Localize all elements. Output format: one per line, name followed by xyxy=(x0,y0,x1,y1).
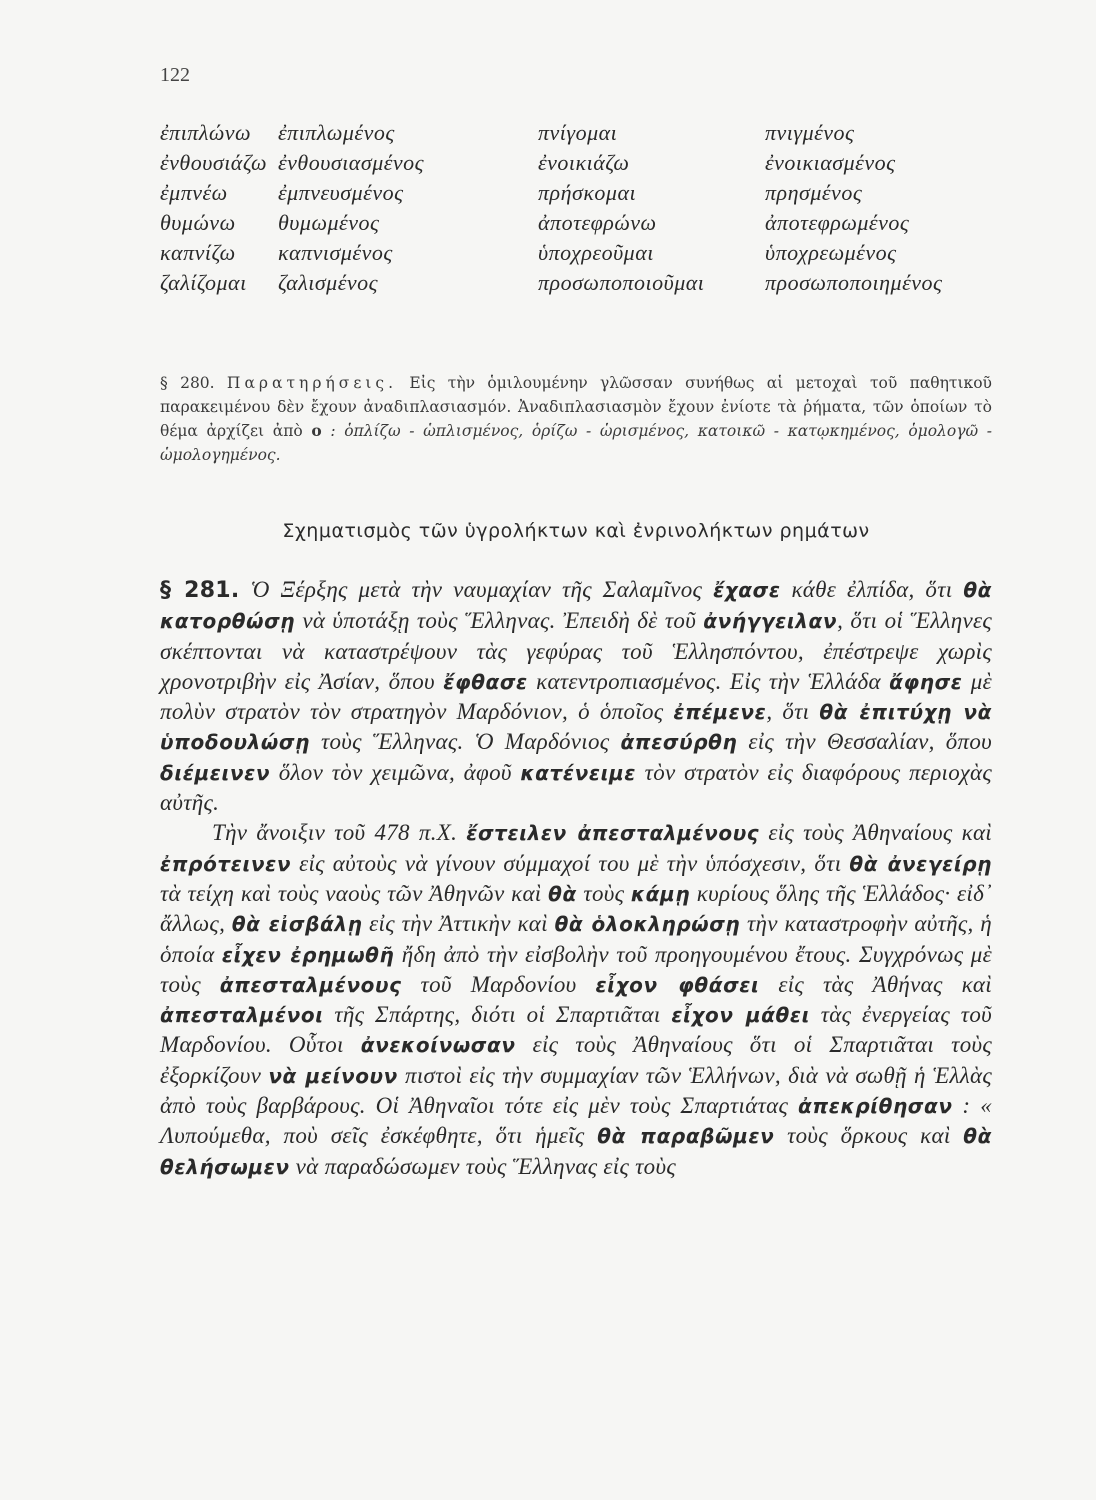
participle-cell: ἐμπνευσμένος xyxy=(278,180,404,205)
text-run: τῆς Σπάρτης, διότι οἱ Σπαρτιᾶται xyxy=(323,1002,672,1028)
text-run: τοὺς xyxy=(576,880,631,906)
emphasized-verb: ἀπεκρίθησαν xyxy=(798,1094,953,1119)
text-run: μὲ πολὺν στρατὸν τὸν στρατηγὸν Μαρδόνιον, ὁ ὁποῖος xyxy=(160,668,993,725)
verb-row xyxy=(160,210,990,240)
remark-letter: ο xyxy=(311,421,322,440)
verb-row xyxy=(160,270,990,300)
verb-cell: πρήσκομαι xyxy=(538,180,637,205)
participle-cell: ἐνθουσιασμένος xyxy=(278,150,425,175)
text-run: κυρίους ὅλης τῆς Ἑλλάδος· εἰδ᾽ ἄλλως, xyxy=(160,880,993,937)
emphasized-verb: νὰ μείνουν xyxy=(268,1063,398,1088)
page-number: 122 xyxy=(160,64,190,86)
remark-paragraph xyxy=(160,372,992,467)
text-run: : « Λυπούμεθα, ποὺ σεῖς ἐσκέφθητε, ὅτι ἡμεῖς xyxy=(160,1093,993,1149)
emphasized-verb: κατένειμε xyxy=(520,760,637,785)
emphasized-verb: κάμῃ xyxy=(630,881,691,906)
text-run: τὰς ἐνεργείας τοῦ Μαρδονίου. Οὗτοι xyxy=(160,1002,992,1058)
text-run: εἰς τὰς Ἀθήνας καὶ xyxy=(759,971,992,997)
verb-row xyxy=(160,180,990,210)
text-run: ἤδη ἀπὸ τὴν εἰσβολὴν τοῦ προηγουμένου ἔτους. Συγχρόνως μὲ τοὺς xyxy=(160,941,992,997)
text-run: εἰς τὴν Ἀττικὴν καὶ xyxy=(362,911,555,937)
emphasized-verb: ἔστειλεν ἀπεσταλμένους xyxy=(466,821,760,846)
emphasized-verb: ἔφθασε xyxy=(443,669,528,694)
text-run: ὅλον τὸν χειμῶνα, ἀφοῦ xyxy=(270,759,521,785)
participle-cell: ὑποχρεωμένος xyxy=(765,240,897,265)
emphasized-verb: ἀπεσταλμένους xyxy=(219,972,402,997)
verb-cell: ἐμπνέω xyxy=(160,180,228,205)
text-run: , ὅτι xyxy=(766,699,820,725)
emphasized-verb: θὰ ὁλοκληρώσῃ xyxy=(554,912,741,937)
text-run: τὴν καταστροφὴν αὐτῆς, ἡ ὁποία xyxy=(160,911,992,967)
section-heading: Σχηματισμὸς τῶν ὑγρολήκτων καὶ ἐνρινολήκτων ρημάτων xyxy=(282,520,870,542)
participle-cell: ζαλισμένος xyxy=(278,270,379,295)
emphasized-verb: ἀπεσταλμένοι xyxy=(160,1003,324,1028)
text-run: νὰ παραδώσωμεν τοὺς Ἕλληνας εἰς τοὺς xyxy=(289,1153,676,1179)
paragraph-1 xyxy=(160,575,992,818)
verb-cell: ἀποτεφρώνω xyxy=(538,210,657,235)
participle-cell: ἀποτεφρωμένος xyxy=(765,210,910,235)
text-run: Ὁ Ξέρξης μετὰ τὴν ναυμαχίαν τῆς Σαλαμῖνος xyxy=(239,577,714,602)
section-number: § 281. xyxy=(160,578,240,603)
text-run: πιστοὶ εἰς τὴν συμμαχίαν τῶν Ἑλλήνων, διὰ νὰ σωθῇ ἡ Ἑλλὰς ἀπὸ τοὺς βαρβάρους. Οἱ Ἀθηναῖοι τότε εἰς μὲν τοὺς Σπαρτιάτας xyxy=(160,1062,992,1119)
participle-cell: πρησμένος xyxy=(765,180,863,205)
verb-cell: πνίγομαι xyxy=(538,120,618,145)
verb-cell: ἐνθουσιάζω xyxy=(160,150,268,175)
paragraph-1-text xyxy=(160,577,992,815)
remark-examples: : ὁπλίζω - ὡπλισμένος, ὁρίζω - ὡρισμένος, κατοικῶ - κατῳκημένος, ὁμολογῶ - ὡμολογημένος. xyxy=(160,422,992,464)
emphasized-verb: ἀπεσύρθη xyxy=(620,730,738,755)
verb-row xyxy=(160,120,990,150)
text-run: νὰ ὑποτάξῃ τοὺς Ἕλληνας. Ἐπειδὴ δὲ τοῦ xyxy=(295,608,704,634)
text-run: τοὺς Ἕλληνας. Ὁ Μαρδόνιος xyxy=(309,729,621,755)
verb-cell: ἐπιπλώνω xyxy=(160,120,252,145)
verb-row xyxy=(160,240,990,270)
remark-title: Παρατηρήσεις. xyxy=(226,374,398,392)
emphasized-verb: ἄφησε xyxy=(889,669,963,694)
text-run: Τὴν ἄνοιξιν τοῦ 478 π.Χ. xyxy=(212,820,467,846)
text-run: τὰ τείχη καὶ τοὺς ναοὺς τῶν Ἀθηνῶν καὶ xyxy=(160,880,549,906)
main-text xyxy=(160,575,992,1182)
emphasized-verb: εἶχεν ἐρημωθῆ xyxy=(221,942,395,967)
text-run: κατεντροπιασμένος. Εἰς τὴν Ἑλλάδα xyxy=(527,668,890,694)
emphasized-verb: θὰ εἰσβάλῃ xyxy=(231,912,363,937)
text-run: εἰς τοὺς Ἀθηναίους ὅτι οἱ Σπαρτιᾶται τοὺς ἐξορκίζουν xyxy=(160,1032,992,1088)
participle-cell: καπνισμένος xyxy=(278,240,393,265)
emphasized-verb: θὰ xyxy=(548,881,577,906)
emphasized-verb: ἐπέμενε xyxy=(673,700,767,725)
emphasized-verb: ἀνήγγειλαν xyxy=(703,609,838,634)
participle-cell: ἐπιπλωμένος xyxy=(278,120,395,145)
emphasized-verb: εἶχον φθάσει xyxy=(595,972,760,997)
emphasized-verb: θὰ κατορθώσῃ xyxy=(160,578,992,634)
participle-cell: ἐνοικιασμένος xyxy=(765,150,896,175)
verb-cell: θυμώνω xyxy=(160,210,236,235)
verb-row xyxy=(160,150,990,180)
verb-cell: ὑποχρεοῦμαι xyxy=(538,240,654,265)
verb-cell: προσωποποιοῦμαι xyxy=(538,270,705,295)
section-number: § 280. xyxy=(160,374,215,392)
emphasized-verb: διέμεινεν xyxy=(160,760,271,785)
emphasized-verb: ἐπρότεινεν xyxy=(160,851,292,876)
verb-cell: καπνίζω xyxy=(160,240,236,265)
text-run: , ὅτι οἱ Ἕλληνες σκέπτονται νὰ καταστρέψουν τὰς γεφύρας τοῦ Ἑλλησπόντου, ἐπέστρεψε χωρὶς χρονοτριβὴν εἰς Ἀσίαν, ὅπου xyxy=(160,608,992,694)
emphasized-verb: θὰ παραβῶμεν xyxy=(597,1124,775,1149)
text-run: τοὺς ὅρκους καὶ xyxy=(774,1123,964,1149)
emphasized-verb: θὰ ἐπιτύχῃ νὰ ὑποδουλώσῃ xyxy=(160,700,992,755)
verb-cell: ἐνοικιάζω xyxy=(538,150,630,175)
participle-cell: θυμωμένος xyxy=(278,210,380,235)
emphasized-verb: θὰ θελήσωμεν xyxy=(160,1124,992,1179)
text-run: εἰς αὐτοὺς νὰ γίνουν σύμμαχοί του μὲ τὴν ὑπόσχεσιν, ὅτι xyxy=(291,850,850,876)
verb-cell: ζαλίζομαι xyxy=(160,270,247,295)
text-run: εἰς τὴν Θεσσαλίαν, ὅπου xyxy=(737,729,992,755)
emphasized-verb: εἶχον μάθει xyxy=(671,1003,810,1028)
participle-cell: προσωποποιημένος xyxy=(765,270,943,295)
verb-participle-table xyxy=(160,120,990,300)
emphasized-verb: ἀνεκοίνωσαν xyxy=(360,1033,516,1058)
text-run: τὸν στρατὸν εἰς διαφόρους περιοχὰς αὐτῆς. xyxy=(160,759,992,816)
paragraph-2 xyxy=(160,818,992,1182)
text-run: εἰς τοὺς Ἀθηναίους καὶ xyxy=(759,820,993,846)
emphasized-verb: ἔχασε xyxy=(713,578,781,602)
paragraph-2-text xyxy=(160,820,992,1178)
text-run: τοῦ Μαρδονίου xyxy=(401,971,596,997)
participle-cell: πνιγμένος xyxy=(765,120,855,145)
remark-text: Εἰς τὴν ὁμιλουμένην γλῶσσαν συνήθως αἱ μετοχαὶ τοῦ παθητικοῦ παρακειμένου δὲν ἔχουν ἀναδιπλασιασμόν. Ἀναδιπλασιασμὸν ἔχουν ἐνίοτε τὰ ῥήματα, τῶν ὁποίων τὸ θέμα ἀρχίζει ἀπὸ xyxy=(160,374,992,440)
text-run: κάθε ἐλπίδα, ὅτι xyxy=(780,577,964,602)
emphasized-verb: θὰ ἀνεγείρῃ xyxy=(849,851,992,876)
